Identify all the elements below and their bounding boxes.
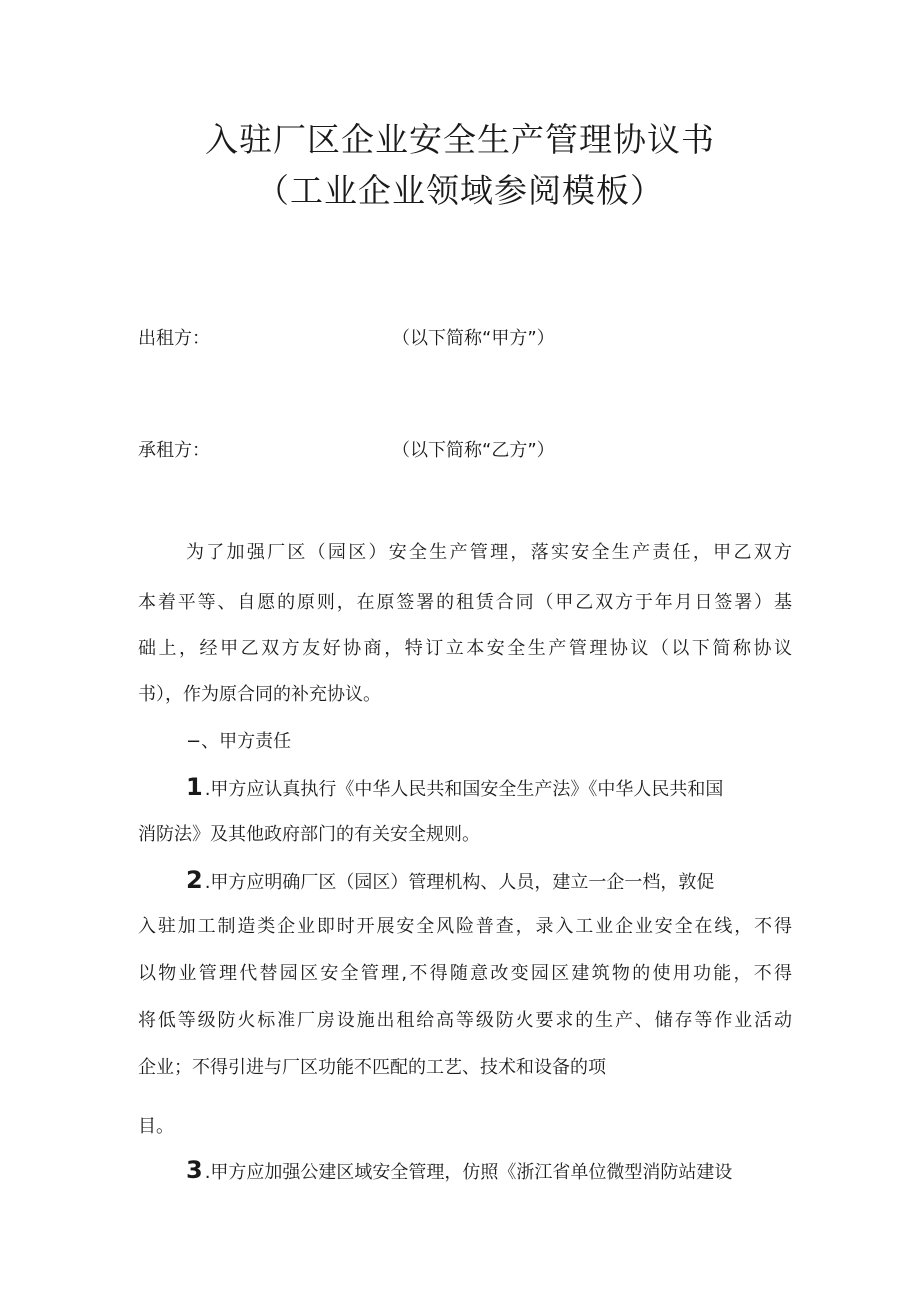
item-2-line: 以物业管理代替园区安全管理,不得随意改变园区建筑物的使用功能，不得 bbox=[138, 963, 792, 984]
item-1-line bbox=[186, 775, 792, 802]
lessor-note: （以下简称“甲方”） bbox=[392, 328, 555, 349]
item-2-line: 目。 bbox=[138, 1116, 174, 1137]
item-number: 2 bbox=[186, 868, 203, 894]
intro-line: 本着平等、自愿的原则，在原签署的租赁合同（甲乙双方于年月日签署）基 bbox=[138, 592, 792, 613]
item-3-line bbox=[186, 1158, 792, 1185]
item-2-line: 将低等级防火标准厂房设施出租给高等级防火要求的生产、储存等作业活动 bbox=[138, 1010, 792, 1031]
section-heading: −、甲方责任 bbox=[186, 731, 292, 752]
item-2-line: 入驻加工制造类企业即时开展安全风险普查，录入工业企业安全在线，不得 bbox=[138, 916, 792, 937]
item-number: 1 bbox=[186, 775, 203, 801]
intro-line: 书），作为原合同的补充协议。 bbox=[138, 684, 381, 705]
intro-line: 础上，经甲乙双方友好协商，特订立本安全生产管理协议（以下简称协议 bbox=[138, 638, 792, 659]
item-number: 3 bbox=[186, 1158, 203, 1184]
item-2-line: 企业；不得引进与厂区功能不匹配的工艺、技术和设备的项 bbox=[138, 1057, 606, 1078]
lessee-line bbox=[138, 439, 555, 463]
intro-line: 为了加强厂区（园区）安全生产管理，落实安全生产责任，甲乙双方 bbox=[186, 542, 792, 563]
item-text: .甲方应认真执行《中华人民共和国安全生产法》《中华人民共和国 bbox=[204, 779, 724, 800]
document-subtitle: （工业企业领域参阅模板） bbox=[256, 171, 664, 210]
document-title: 入驻厂区企业安全生产管理协议书 bbox=[205, 120, 715, 159]
lessor-label: 出租方： bbox=[138, 328, 210, 349]
item-text: .甲方应加强公建区域安全管理，仿照《浙江省单位微型消防站建设 bbox=[204, 1162, 733, 1183]
lessor-line bbox=[138, 327, 555, 351]
item-2-line bbox=[186, 868, 792, 895]
lessee-label: 承租方： bbox=[138, 440, 210, 461]
item-text: .甲方应明确厂区（园区）管理机构、人员，建立一企一档，敦促 bbox=[204, 872, 715, 893]
lessee-note: （以下简称“乙方”） bbox=[392, 440, 555, 461]
item-1-line: 消防法》及其他政府部门的有关安全规则。 bbox=[138, 824, 480, 845]
